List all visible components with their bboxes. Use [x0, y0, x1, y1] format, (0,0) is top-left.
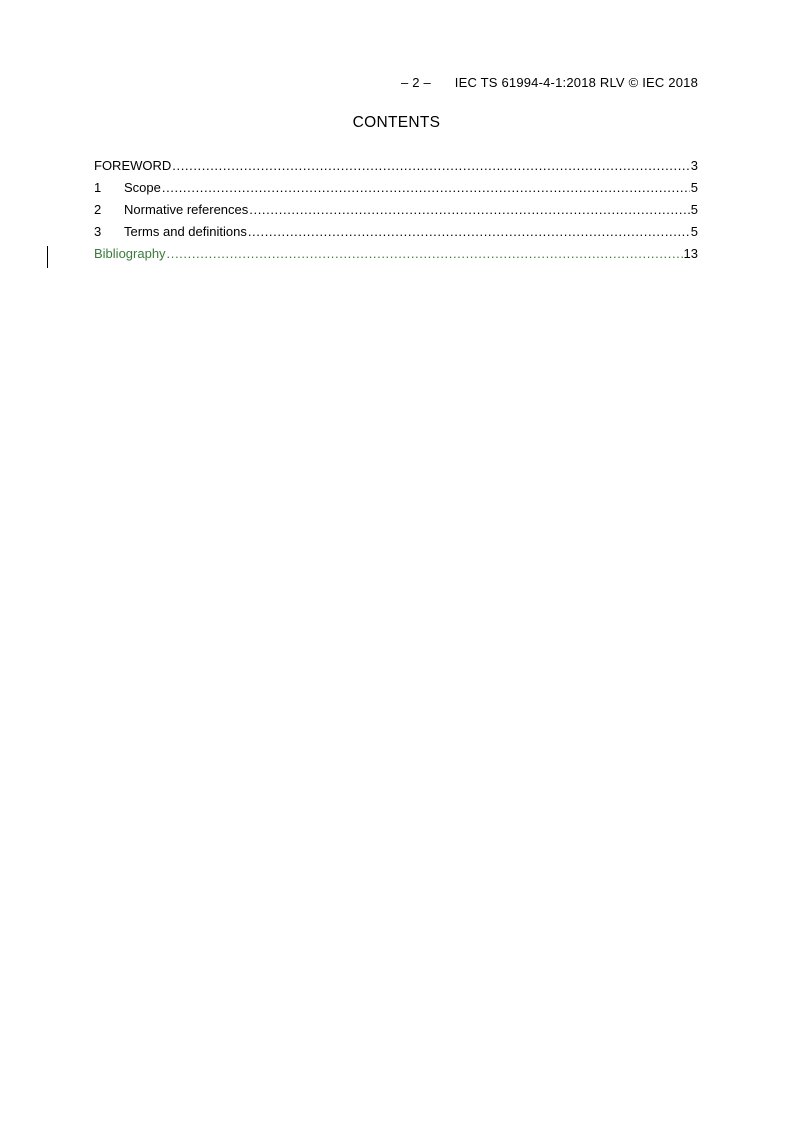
toc-entry-number: 3: [94, 224, 102, 239]
toc-entry-normative-references[interactable]: [94, 202, 698, 224]
toc-dot-leader: [162, 180, 690, 195]
toc-entry-label: Normative references: [124, 202, 249, 217]
toc-dot-leader: [248, 224, 690, 239]
toc-entry-label: Bibliography: [94, 246, 166, 261]
document-id: IEC TS 61994-4-1:2018 RLV © IEC 2018: [454, 75, 698, 90]
toc-entry-foreword[interactable]: [94, 158, 698, 180]
toc-dot-leader: [249, 202, 689, 217]
change-bar-marker: [47, 246, 48, 268]
page-number: – 2 –: [401, 75, 431, 90]
toc-entry-bibliography[interactable]: [94, 246, 698, 268]
toc-entry-number: 1: [94, 180, 102, 195]
page-header: [401, 75, 698, 90]
table-of-contents: [94, 158, 698, 268]
toc-entry-scope[interactable]: [94, 180, 698, 202]
toc-entry-label: Scope: [124, 180, 161, 195]
toc-entry-page: 5: [690, 202, 698, 217]
toc-entry-label: FOREWORD: [94, 158, 172, 173]
toc-entry-page: 5: [690, 180, 698, 195]
toc-entry-label: Terms and definitions: [124, 224, 247, 239]
toc-entry-page: 5: [690, 224, 698, 239]
toc-entry-terms-and-definitions[interactable]: [94, 224, 698, 246]
toc-entry-page: 3: [690, 158, 698, 173]
toc-dot-leader: [172, 158, 689, 173]
contents-title: CONTENTS: [352, 114, 441, 131]
toc-entry-page: 13: [683, 246, 698, 261]
toc-entry-number: 2: [94, 202, 102, 217]
toc-dot-leader: [167, 246, 683, 261]
